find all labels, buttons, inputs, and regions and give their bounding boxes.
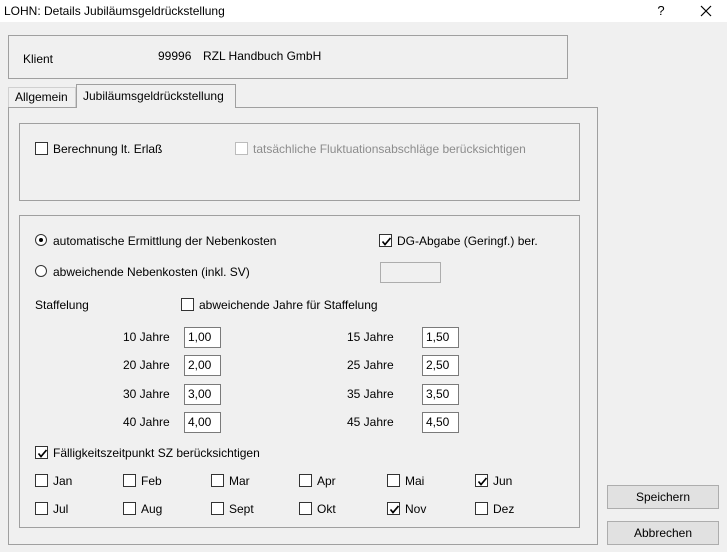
month-dez-label[interactable]: Dez: [493, 502, 515, 516]
custom-nebenkosten-label[interactable]: abweichende Nebenkosten (inkl. SV): [53, 265, 250, 279]
auto-nebenkosten-label[interactable]: automatische Ermittlung der Nebenkosten: [53, 234, 277, 248]
berechnung-erlass-checkbox[interactable]: [35, 142, 48, 155]
month-apr-checkbox[interactable]: [299, 474, 312, 487]
month-jun-label[interactable]: Jun: [493, 474, 513, 488]
checkmark-icon: [477, 476, 488, 487]
month-sept-checkbox[interactable]: [211, 502, 224, 515]
faelligkeit-label[interactable]: Fälligkeitszeitpunkt SZ berücksichtigen: [53, 446, 260, 460]
staffel-input-15[interactable]: 1,50: [422, 327, 459, 348]
month-aug-label[interactable]: Aug: [141, 502, 163, 516]
month-dez-checkbox[interactable]: [475, 502, 488, 515]
month-jan-checkbox[interactable]: [35, 474, 48, 487]
month-mar-label[interactable]: Mar: [229, 474, 250, 488]
window-title: LOHN: Details Jubiläumsgeldrückstellung: [4, 4, 225, 18]
berechnung-erlass-label[interactable]: Berechnung lt. Erlaß: [53, 142, 163, 156]
erlass-group: [19, 123, 580, 201]
staffel-input-25[interactable]: 2,50: [422, 355, 459, 376]
staffel-label-45: 45 Jahre: [347, 415, 394, 429]
staffel-label-30: 30 Jahre: [123, 387, 170, 401]
month-apr-label[interactable]: Apr: [317, 474, 336, 488]
checkmark-icon: [389, 504, 400, 515]
month-feb-label[interactable]: Feb: [141, 474, 162, 488]
month-nov-checkbox[interactable]: [387, 502, 400, 515]
month-mai-checkbox[interactable]: [387, 474, 400, 487]
month-jul-checkbox[interactable]: [35, 502, 48, 515]
help-button[interactable]: ?: [657, 3, 665, 18]
dg-abgabe-checkbox[interactable]: [379, 234, 392, 247]
month-sept-label[interactable]: Sept: [229, 502, 254, 516]
klient-number: 99996: [158, 49, 192, 63]
custom-nebenkosten-radio[interactable]: [35, 265, 47, 277]
klient-label: Klient: [23, 52, 54, 66]
checkmark-icon: [37, 448, 48, 459]
staffel-label-10: 10 Jahre: [123, 330, 170, 344]
dg-abgabe-label[interactable]: DG-Abgabe (Geringf.) ber.: [397, 234, 538, 248]
staffel-label-25: 25 Jahre: [347, 358, 394, 372]
month-mar-checkbox[interactable]: [211, 474, 224, 487]
staffel-label-40: 40 Jahre: [123, 415, 170, 429]
month-jan-label[interactable]: Jan: [53, 474, 73, 488]
staffel-label-20: 20 Jahre: [123, 358, 170, 372]
auto-nebenkosten-radio[interactable]: [35, 234, 47, 246]
abweichende-jahre-checkbox[interactable]: [181, 298, 194, 311]
staffel-input-20[interactable]: 2,00: [184, 355, 221, 376]
month-nov-label[interactable]: Nov: [405, 502, 427, 516]
staffel-input-40[interactable]: 4,00: [184, 412, 221, 433]
save-button[interactable]: Speichern: [607, 485, 719, 509]
staffel-label-35: 35 Jahre: [347, 387, 394, 401]
staffel-input-30[interactable]: 3,00: [184, 384, 221, 405]
month-feb-checkbox[interactable]: [123, 474, 136, 487]
custom-nebenkosten-input: [380, 262, 441, 283]
tab-jubilaeumsgeldrueckstellung[interactable]: Jubiläumsgeldrückstellung: [76, 84, 236, 108]
abweichende-jahre-label[interactable]: abweichende Jahre für Staffelung: [199, 298, 378, 312]
close-icon: [700, 5, 712, 17]
tab-allgemein[interactable]: Allgemein: [8, 87, 76, 107]
staffel-input-10[interactable]: 1,00: [184, 327, 221, 348]
staffelung-label: Staffelung: [35, 298, 89, 312]
month-mai-label[interactable]: Mai: [405, 474, 425, 488]
month-jun-checkbox[interactable]: [475, 474, 488, 487]
checkmark-icon: [381, 236, 392, 247]
faelligkeit-checkbox[interactable]: [35, 446, 48, 459]
klient-name: RZL Handbuch GmbH: [203, 49, 322, 63]
radio-dot-icon: [39, 238, 43, 242]
cancel-button[interactable]: Abbrechen: [607, 521, 719, 545]
month-okt-checkbox[interactable]: [299, 502, 312, 515]
staffel-input-45[interactable]: 4,50: [422, 412, 459, 433]
month-okt-label[interactable]: Okt: [317, 502, 336, 516]
fluktuation-checkbox: [235, 142, 248, 155]
staffel-input-35[interactable]: 3,50: [422, 384, 459, 405]
month-jul-label[interactable]: Jul: [53, 502, 69, 516]
fluktuation-label: tatsächliche Fluktuationsabschläge berücksichtigen: [253, 142, 526, 156]
close-button[interactable]: [694, 1, 718, 21]
staffel-label-15: 15 Jahre: [347, 330, 394, 344]
month-aug-checkbox[interactable]: [123, 502, 136, 515]
